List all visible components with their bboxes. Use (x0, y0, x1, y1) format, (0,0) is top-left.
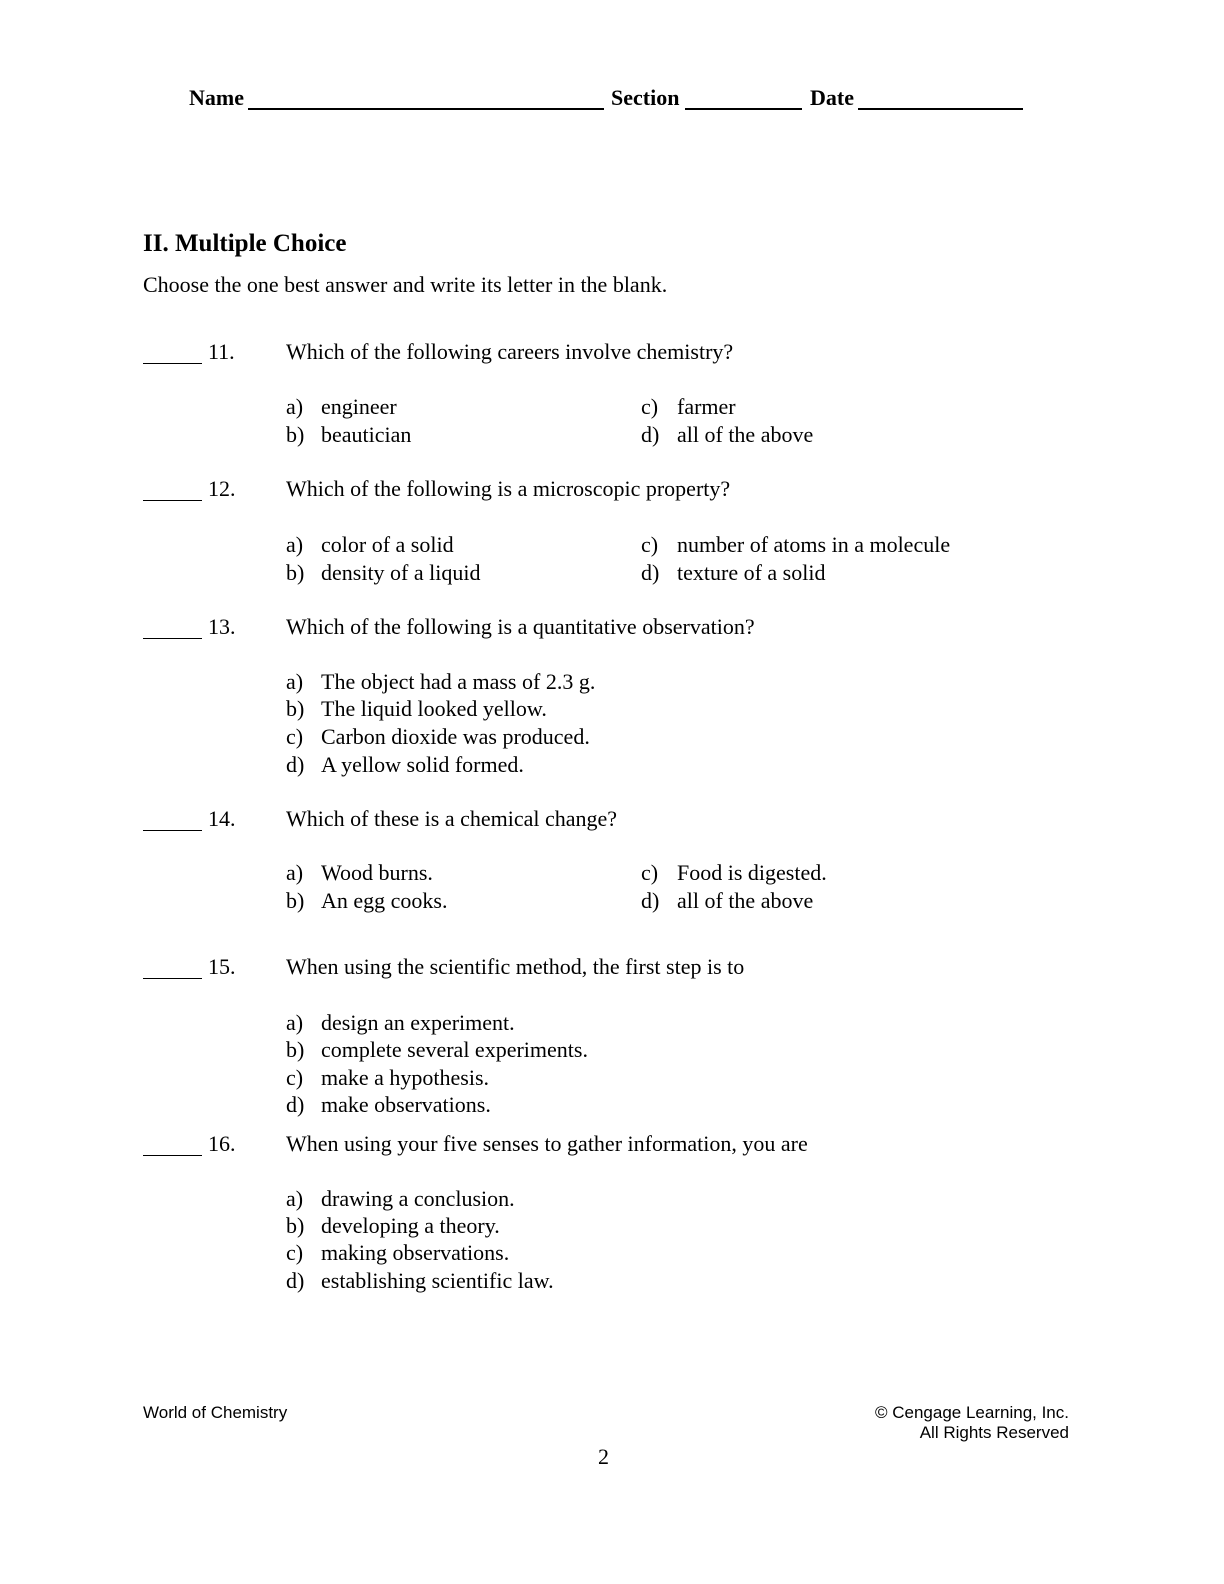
answer-blank[interactable] (143, 363, 202, 364)
option-text: developing a theory. (321, 1213, 500, 1238)
question-text: Which of the following is a microscopic property? (286, 476, 731, 501)
option-text: texture of a solid (677, 560, 826, 585)
answer-blank[interactable] (143, 500, 202, 501)
option-text: making observations. (321, 1240, 510, 1265)
date-label: Date (810, 85, 854, 110)
option-letter: c) (286, 1240, 304, 1265)
option-letter: a) (286, 394, 304, 419)
option-letter: d) (641, 888, 660, 913)
option-letter: b) (286, 422, 305, 447)
option-letter: a) (286, 860, 304, 885)
option-letter: b) (286, 1213, 305, 1238)
question-text: Which of the following is a quantitative observation? (286, 614, 755, 639)
option-text: A yellow solid formed. (321, 752, 524, 777)
option-text: drawing a conclusion. (321, 1186, 515, 1211)
page-number: 2 (598, 1444, 609, 1469)
option-text: make observations. (321, 1092, 491, 1117)
option-text: establishing scientific law. (321, 1268, 554, 1293)
option-letter: d) (641, 422, 660, 447)
question-number: 16. (208, 1131, 236, 1156)
option-letter: b) (286, 1037, 305, 1062)
option-letter: d) (641, 560, 660, 585)
footer-copyright: © Cengage Learning, Inc. (875, 1403, 1069, 1422)
question-text: Which of these is a chemical change? (286, 806, 618, 831)
option-text: An egg cooks. (321, 888, 448, 913)
option-text: all of the above (677, 888, 814, 913)
section-label: Section (611, 85, 680, 110)
option-text: Carbon dioxide was produced. (321, 724, 590, 749)
option-text: beautician (321, 422, 412, 447)
footer-rights: All Rights Reserved (919, 1423, 1069, 1442)
name-field[interactable] (248, 108, 604, 110)
option-letter: d) (286, 1092, 305, 1117)
footer-book-title: World of Chemistry (143, 1403, 288, 1422)
question-number: 13. (208, 614, 236, 639)
option-text: density of a liquid (321, 560, 481, 585)
option-letter: a) (286, 1010, 304, 1035)
option-text: farmer (677, 394, 736, 419)
question-number: 11. (208, 339, 235, 364)
option-letter: b) (286, 696, 305, 721)
option-letter: a) (286, 669, 304, 694)
option-text: all of the above (677, 422, 814, 447)
question-number: 14. (208, 806, 236, 831)
section-title: II. Multiple Choice (143, 230, 347, 257)
option-text: The object had a mass of 2.3 g. (321, 669, 596, 694)
question-number: 15. (208, 954, 236, 979)
option-text: Food is digested. (677, 860, 827, 885)
name-label: Name (189, 85, 244, 110)
option-letter: d) (286, 1268, 305, 1293)
option-text: Wood burns. (321, 860, 433, 885)
answer-blank[interactable] (143, 1155, 202, 1156)
option-text: number of atoms in a molecule (677, 532, 951, 557)
option-letter: c) (641, 394, 659, 419)
option-letter: c) (286, 1065, 304, 1090)
question-number: 12. (208, 476, 236, 501)
option-text: complete several experiments. (321, 1037, 588, 1062)
answer-blank[interactable] (143, 638, 202, 639)
option-letter: c) (286, 724, 304, 749)
option-letter: d) (286, 752, 305, 777)
option-letter: b) (286, 560, 305, 585)
option-text: The liquid looked yellow. (321, 696, 547, 721)
option-letter: a) (286, 532, 304, 557)
option-letter: c) (641, 532, 659, 557)
option-letter: b) (286, 888, 305, 913)
section-field[interactable] (685, 108, 802, 110)
option-text: color of a solid (321, 532, 454, 557)
question-text: When using the scientific method, the first step is to (286, 954, 745, 979)
question-text: When using your five senses to gather information, you are (286, 1131, 808, 1156)
date-field[interactable] (858, 108, 1023, 110)
option-text: make a hypothesis. (321, 1065, 490, 1090)
option-text: engineer (321, 394, 397, 419)
option-text: design an experiment. (321, 1010, 515, 1035)
question-text: Which of the following careers involve chemistry? (286, 339, 734, 364)
answer-blank[interactable] (143, 830, 202, 831)
option-letter: c) (641, 860, 659, 885)
instructions: Choose the one best answer and write its letter in the blank. (143, 272, 668, 297)
option-letter: a) (286, 1186, 304, 1211)
answer-blank[interactable] (143, 978, 202, 979)
